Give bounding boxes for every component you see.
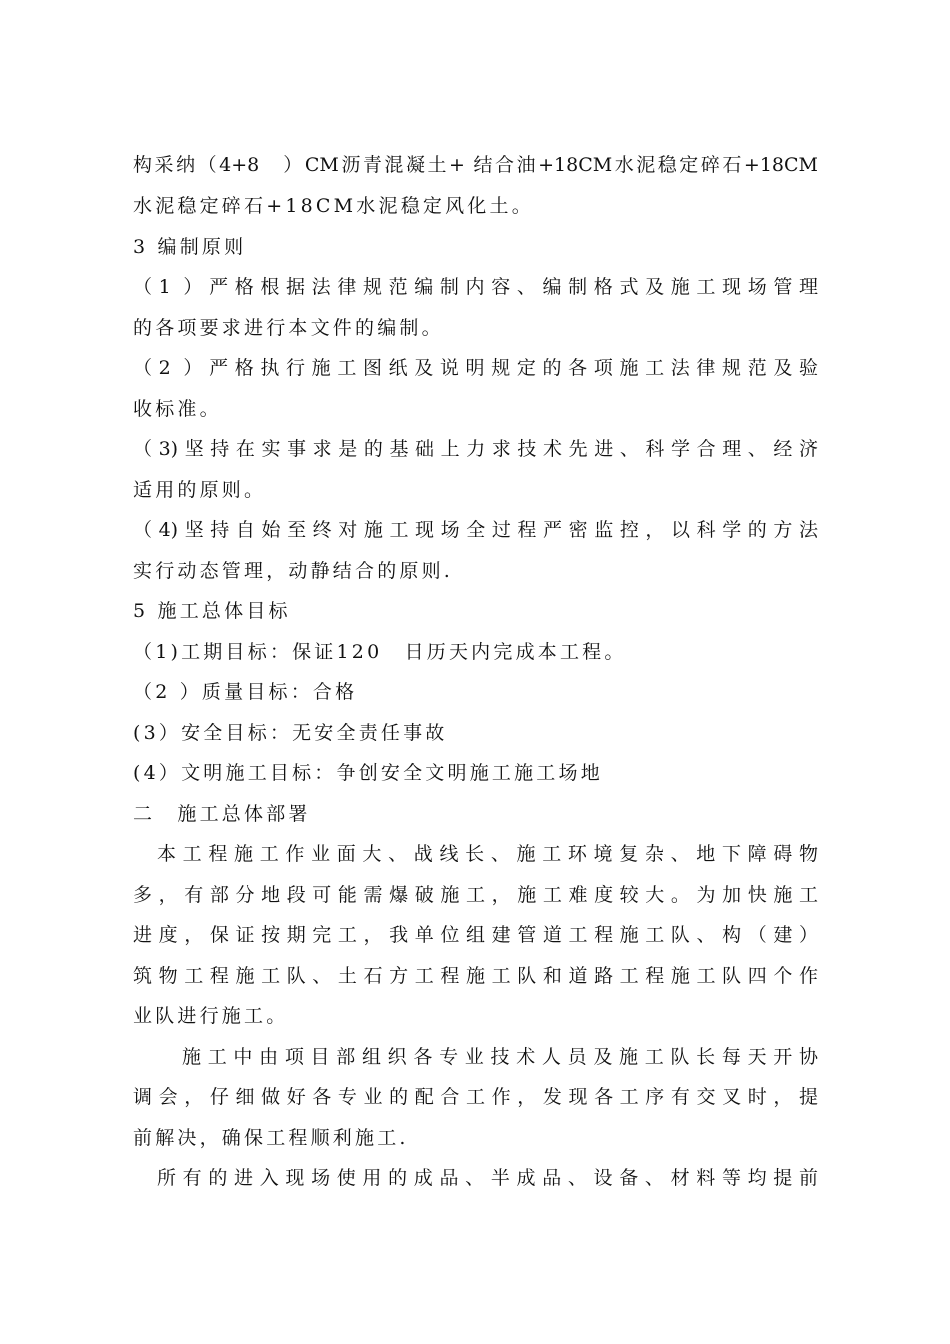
text-line: 筑物工程施工队、土石方工程施工队和道路工程施工队四个作 <box>133 965 818 987</box>
text-line: 业队进行施工。 <box>133 1005 289 1027</box>
section-heading: 二 施工总体部署 <box>133 803 311 825</box>
text-line: 构采纳（4+8 ）CM沥青混凝土+ 结合油+18CM水泥稳定碎石+18CM <box>133 154 818 176</box>
text-line: 的各项要求进行本文件的编制。 <box>133 317 444 339</box>
text-line: （4)坚持自始至终对施工现场全过程严密监控，以科学的方法 <box>133 519 818 541</box>
text-line: （3)坚持在实事求是的基础上力求技术先进、科学合理、经济 <box>133 438 818 460</box>
text-line: 收标准。 <box>133 398 222 420</box>
section-heading: 5 施工总体目标 <box>133 600 291 622</box>
text-line: （1 ）严格根据法律规范编制内容、编制格式及施工现场管理 <box>133 276 818 298</box>
text-line: 本工程施工作业面大、战线长、施工环境复杂、地下障碍物 <box>157 843 818 865</box>
text-line: （2 ）质量目标：合格 <box>133 681 358 703</box>
text-line: 前解决，确保工程顺利施工. <box>133 1127 409 1149</box>
text-line: 进度，保证按期完工，我单位组建管道工程施工队、构（建） <box>133 924 818 946</box>
text-line: 调会，仔细做好各专业的配合工作，发现各工序有交叉时，提 <box>133 1086 818 1108</box>
text-line: (4）文明施工目标：争创安全文明施工施工场地 <box>133 762 603 784</box>
text-line: 所有的进入现场使用的成品、半成品、设备、材料等均提前 <box>157 1167 818 1189</box>
text-line: 多，有部分地段可能需爆破施工，施工难度较大。为加快施工 <box>133 884 818 906</box>
text-line: （1)工期目标：保证120 日历天内完成本工程。 <box>133 641 627 663</box>
section-heading: 3 编制原则 <box>133 236 247 258</box>
text-line: （2 ）严格执行施工图纸及说明规定的各项施工法律规范及验 <box>133 357 818 379</box>
text-line: 适用的原则。 <box>133 479 267 501</box>
text-line: 水泥稳定碎石+18CM水泥稳定风化土。 <box>133 195 534 217</box>
text-line: 施工中由项目部组织各专业技术人员及施工队长每天开协 <box>182 1046 818 1068</box>
text-line: 实行动态管理，动静结合的原则. <box>133 560 454 582</box>
text-line: (3）安全目标：无安全责任事故 <box>133 722 448 744</box>
